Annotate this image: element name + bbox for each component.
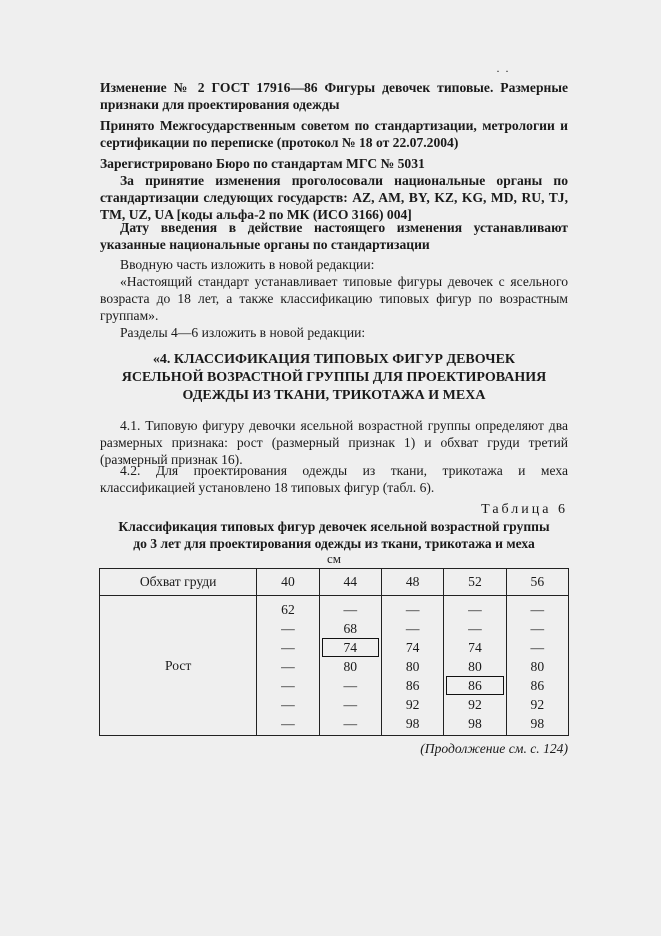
sections-instruction: Разделы 4—6 изложить в новой редакции: [120, 325, 366, 340]
table-cell: 92 [405, 697, 420, 712]
table-cell: — [343, 697, 358, 712]
table-cell: 98 [468, 716, 482, 731]
section-title-line2: ЯСЕЛЬНОЙ ВОЗРАСТНОЙ ГРУППЫ ДЛЯ ПРОЕКТИРОВАНИЯ [121, 370, 547, 385]
table-cell: 86 [530, 678, 545, 693]
row-label-height: Рост [100, 596, 257, 736]
table-cell: — [343, 716, 358, 731]
table-cell: — [405, 602, 420, 617]
registration-note: Зарегистрировано Бюро по стандартам МГС № 5031 [100, 156, 425, 171]
table-label: Таблица 6 [481, 502, 568, 517]
intro-text: «Настоящий стандарт устанавливает типовые фигуры девочек с ясельного возраста до 18 лет, а также классификацию типовых фигур по возрастным группам». [100, 274, 568, 323]
table-cell: — [281, 640, 295, 655]
amendment-title: Изменение № 2 ГОСТ 17916—86 Фигуры девочек типовые. Размерные признаки для проектирования одежды [100, 80, 568, 112]
column-48 [381, 596, 443, 736]
table-cell: 98 [530, 716, 545, 731]
header-col-52: 52 [444, 569, 506, 596]
table-cell: 80 [468, 659, 482, 674]
table-cell: — [343, 678, 358, 693]
figure-classification-table [99, 568, 569, 736]
column-56 [506, 596, 568, 736]
table-cell: — [468, 602, 482, 617]
header-col-40: 40 [257, 569, 319, 596]
effective-date-note: Дату введения в действие настоящего изменения устанавливают указанные национальные органы по стандартизации [100, 220, 568, 252]
header-col-48: 48 [381, 569, 443, 596]
header-col-44: 44 [319, 569, 381, 596]
section-title-line3: ОДЕЖДЫ ИЗ ТКАНИ, ТРИКОТАЖА И МЕХА [182, 388, 486, 403]
table-cell: 98 [405, 716, 420, 731]
table-header-row [100, 569, 569, 596]
section-title-line1: «4. КЛАССИФИКАЦИЯ ТИПОВЫХ ФИГУР ДЕВОЧЕК [152, 352, 516, 367]
voting-note: За принятие изменения проголосовали национальные органы по стандартизации следующих государств: AZ, AM, BY, KZ, KG, MD, RU, TJ, TM, UZ, UA [коды альфа-2 по МК (ИСО 3166) 004] [100, 173, 568, 222]
table-cell: 74 [468, 640, 482, 655]
table-cell: — [405, 621, 420, 636]
table-cell: — [530, 602, 545, 617]
corner-mark: · · [496, 64, 510, 78]
intro-instruction: Вводную часть изложить в новой редакции: [120, 257, 375, 272]
table-cell: — [343, 602, 358, 617]
table-body-row [100, 596, 569, 736]
table-cell: 80 [405, 659, 420, 674]
table-cell: — [281, 659, 295, 674]
table-cell: 92 [530, 697, 545, 712]
table-cell: — [281, 697, 295, 712]
header-chest-girth: Обхват груди [100, 569, 257, 596]
header-col-56: 56 [506, 569, 568, 596]
table-cell: — [530, 640, 545, 655]
column-40 [257, 596, 319, 736]
table-cell: — [468, 621, 482, 636]
table-cell: 74 [405, 640, 420, 655]
table-cell-highlighted: 86 [446, 676, 503, 695]
table-cell: — [281, 716, 295, 731]
table-title-line2: до 3 лет для проектирования одежды из ткани, трикотажа и меха [133, 536, 535, 551]
table-unit: см [327, 551, 341, 566]
table-cell: 80 [530, 659, 545, 674]
table-cell: 62 [281, 602, 295, 617]
table-cell: 86 [405, 678, 420, 693]
table-title-line1: Классификация типовых фигур девочек ясельной возрастной группы [118, 519, 550, 534]
table-cell: — [281, 621, 295, 636]
column-44 [319, 596, 381, 736]
table-cell: 92 [468, 697, 482, 712]
adoption-note: Принято Межгосударственным советом по стандартизации, метрологии и сертификации по переписке (протокол № 18 от 22.07.2004) [100, 118, 568, 150]
continuation-note: (Продолжение см. с. 124) [420, 741, 568, 756]
column-52 [444, 596, 506, 736]
clause-4-1: 4.1. Типовую фигуру девочки ясельной возрастной группы определяют два размерных признака: рост (размерный признак 1) и обхват груди третий (размерный признак 16). [100, 418, 568, 467]
table-cell: 80 [343, 659, 358, 674]
table-cell: — [281, 678, 295, 693]
table-cell: — [530, 621, 545, 636]
table-cell-highlighted: 74 [322, 638, 379, 657]
table-cell: 68 [343, 621, 358, 636]
clause-4-2: 4.2. Для проектирования одежды из ткани, трикотажа и меха классификацией установлено 18 типовых фигур (табл. 6). [100, 463, 568, 495]
